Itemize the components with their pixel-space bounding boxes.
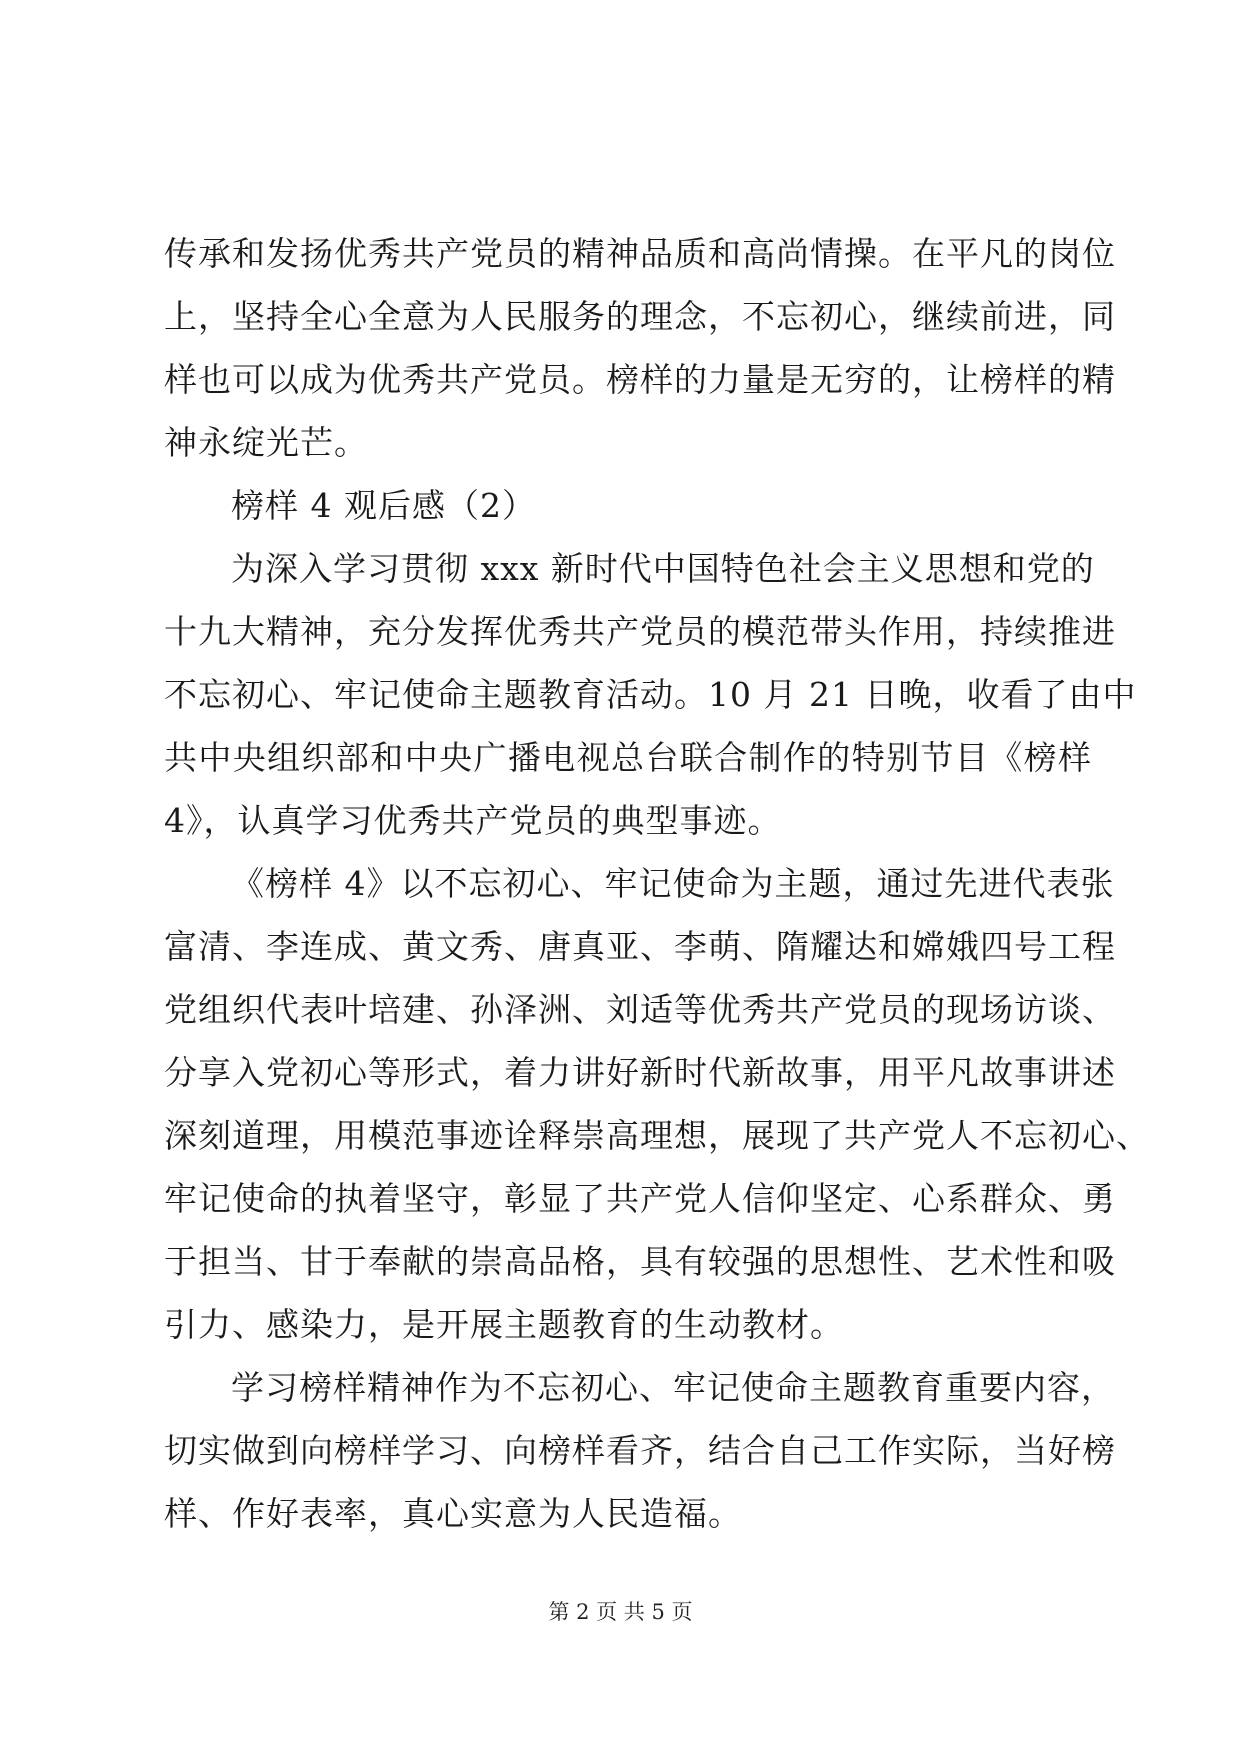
text-line: 为深入学习贯彻 xxx 新时代中国特色社会主义思想和党的 xyxy=(231,549,1095,588)
text-line: 切实做到向榜样学习、向榜样看齐，结合自己工作实际，当好榜 xyxy=(164,1431,1116,1470)
text-line: 样、作好表率，真心实意为人民造福。 xyxy=(164,1494,742,1533)
text-line: 富清、李连成、黄文秀、唐真亚、李萌、隋耀达和嫦娥四号工程 xyxy=(164,927,1116,966)
text-line: 引力、感染力，是开展主题教育的生动教材。 xyxy=(164,1305,844,1344)
text-line: 神永绽光芒。 xyxy=(164,423,368,462)
page-number-footer: 第 2 页 共 5 页 xyxy=(548,1600,693,1624)
section-heading: 榜样 4 观后感（2） xyxy=(231,486,536,525)
text-line: 分享入党初心等形式，着力讲好新时代新故事，用平凡故事讲述 xyxy=(164,1053,1116,1092)
document-body xyxy=(164,222,1150,1545)
text-line: 深刻道理，用模范事迹诠释崇高理想，展现了共产党人不忘初心、 xyxy=(164,1116,1150,1155)
text-line: 十九大精神，充分发挥优秀共产党员的模范带头作用，持续推进 xyxy=(164,612,1116,651)
text-line: 《榜样 4》以不忘初心、牢记使命为主题，通过先进代表张 xyxy=(231,864,1115,903)
text-line: 学习榜样精神作为不忘初心、牢记使命主题教育重要内容， xyxy=(231,1368,1115,1407)
text-line: 上，坚持全心全意为人民服务的理念，不忘初心，继续前进，同 xyxy=(164,297,1116,336)
text-line: 牢记使命的执着坚守，彰显了共产党人信仰坚定、心系群众、勇 xyxy=(164,1179,1116,1218)
text-line: 样也可以成为优秀共产党员。榜样的力量是无穷的，让榜样的精 xyxy=(164,360,1116,399)
text-line: 于担当、甘于奉献的崇高品格，具有较强的思想性、艺术性和吸 xyxy=(164,1242,1116,1281)
text-line: 4》，认真学习优秀共产党员的典型事迹。 xyxy=(164,801,782,840)
text-line: 共中央组织部和中央广播电视总台联合制作的特别节目《榜样 xyxy=(164,738,1092,777)
text-line: 不忘初心、牢记使命主题教育活动。10 月 21 日晚，收看了由中 xyxy=(164,675,1137,714)
text-line: 传承和发扬优秀共产党员的精神品质和高尚情操。在平凡的岗位 xyxy=(164,234,1116,273)
text-line: 党组织代表叶培建、孙泽洲、刘适等优秀共产党员的现场访谈、 xyxy=(164,990,1116,1029)
